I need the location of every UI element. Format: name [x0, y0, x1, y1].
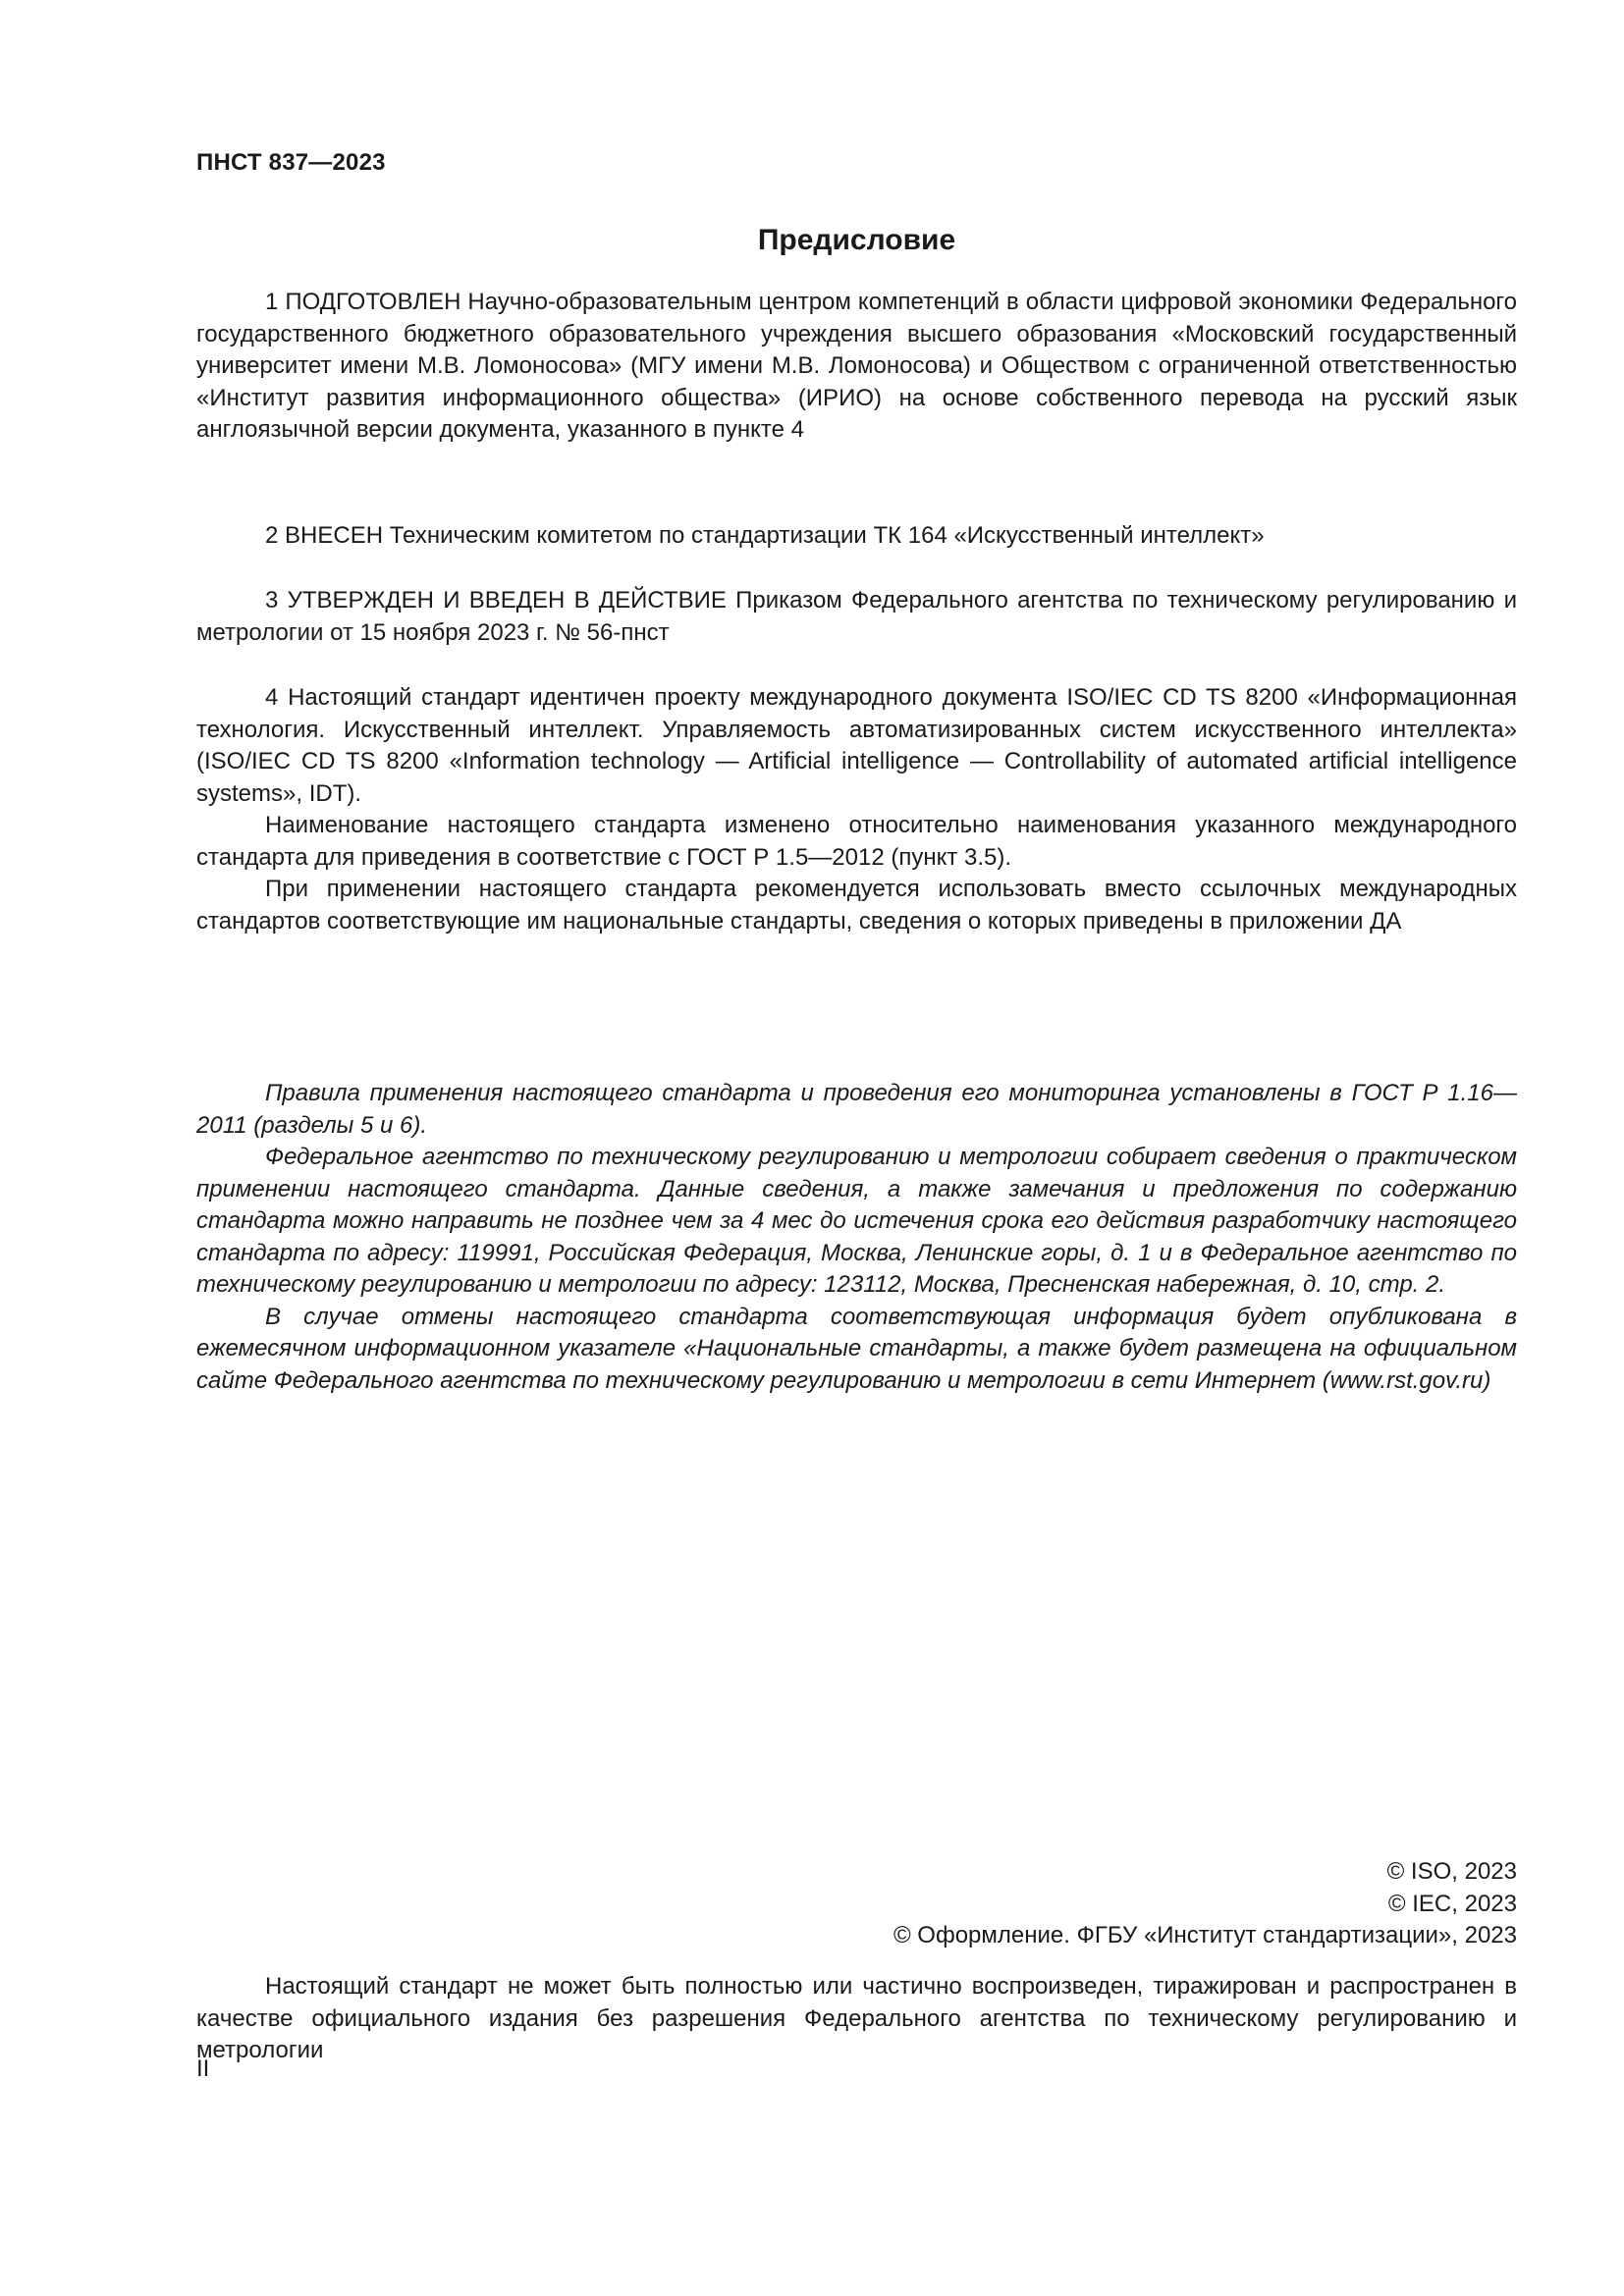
- preface-item-4: [196, 682, 1517, 937]
- preface-item-2: [196, 520, 1517, 553]
- rules-paragraph-1: Правила применения настоящего стандарта и проведения его мониторинга установлены в ГОСТ Р 1.16—2011 (разделы 5 и 6).: [196, 1080, 1517, 1139]
- rules-paragraph-2: Федеральное агентство по техническому регулированию и метрологии собирает сведения о практическом применении настоящего стандарта. Данные сведения, а также замечания и предложения по содержанию стандарта можно направить не позднее чем за 4 мес до истечения срока его действия разработчику настоящего стандарта по адресу: 119991, Российская Федерация, Москва, Ленинские горы, д. 1 и в Федеральное агентство по техническому регулированию и метрологии по адресу: 123112, Москва, Пресненская набережная, д. 10, стр. 2.: [196, 1144, 1517, 1298]
- reproduction-notice-text: Настоящий стандарт не может быть полностью или частично воспроизведен, тиражирован и распространен в качестве официального издания без разрешения Федерального агентства по техническому регулированию и метрологии: [196, 1973, 1517, 2063]
- preface-item-3: [196, 585, 1517, 649]
- copyright-block: [893, 1856, 1517, 1952]
- preface-item-1-text: 1 ПОДГОТОВЛЕН Научно-образовательным центром компетенций в области цифровой экономики Федерального государственного бюджетного образовательного учреждения высшего образования «Московский государственный университет имени М.В. Ломоносова» (МГУ имени М.В. Ломоносова) и Обществом с ограниченной ответственностью «Институт развития информационного общества» (ИРИО) на основе собственного перевода на русский язык англоязычной версии документа, указанного в пункте 4: [196, 289, 1517, 443]
- preface-title: Предисловие: [757, 224, 956, 256]
- preface-item-4-text: 4 Настоящий стандарт идентичен проекту международного документа ISO/IEC CD TS 8200 «Информационная технология. Искусственный интеллект. Управляемость автоматизированных систем искусственного интеллекта» (ISO/IEC CD TS 8200 «Information technology — Artificial intelligence — Controllability of automated artificial intelligence systems», IDT).: [196, 684, 1517, 807]
- page-number: II: [196, 2056, 210, 2082]
- preface-item-2-text: 2 ВНЕСЕН Техническим комитетом по стандартизации ТК 164 «Искусственный интеллект»: [265, 522, 1265, 549]
- rules-paragraph-3: В случае отмены настоящего стандарта соответствующая информация будет опубликована в ежемесячном информационном указателе «Национальные стандарты, а также будет размещена на официальном сайте Федерального агентства по техническому регулированию и метрологии в сети Интернет (www.rst.gov.ru): [196, 1303, 1517, 1394]
- preface-item-4-references: При применении настоящего стандарта рекомендуется использовать вместо ссылочных международных стандартов соответствующие им национальные стандарты, сведения о которых приведены в приложении ДА: [196, 876, 1517, 934]
- preface-item-3-text: 3 УТВЕРЖДЕН И ВВЕДЕН В ДЕЙСТВИЕ Приказом Федерального агентства по техническому регулированию и метрологии от 15 ноября 2023 г. № 56-пнст: [196, 587, 1517, 646]
- rules-block: [196, 1078, 1517, 1397]
- preface-item-4-naming: Наименование настоящего стандарта изменено относительно наименования указанного международного стандарта для приведения в соответствие с ГОСТ Р 1.5—2012 (пункт 3.5).: [196, 812, 1517, 871]
- document-page: [196, 0, 1517, 2296]
- copyright-iec: © IEC, 2023: [1387, 1890, 1517, 1917]
- document-code: ПНСТ 837—2023: [196, 149, 386, 176]
- copyright-iso: © ISO, 2023: [1386, 1858, 1517, 1885]
- reproduction-notice: [196, 1971, 1517, 2067]
- copyright-design: © Оформление. ФГБУ «Институт стандартизации», 2023: [893, 1922, 1517, 1949]
- preface-item-1: [196, 287, 1517, 447]
